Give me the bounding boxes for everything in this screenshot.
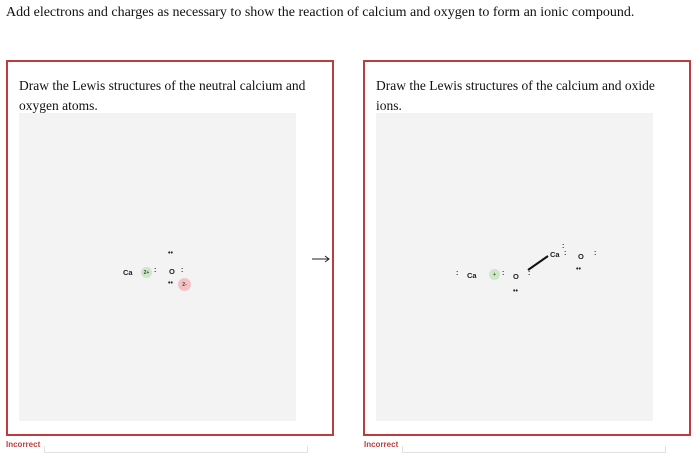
left-status-incorrect: Incorrect: [6, 440, 41, 449]
electron-pair-left[interactable]: :: [154, 267, 157, 274]
bond-line[interactable]: [527, 255, 549, 271]
right-status-line: [402, 446, 666, 453]
ions-instruction: Draw the Lewis structures of the calcium and oxide ions.: [376, 78, 655, 113]
ca-electron-pair-left[interactable]: :: [456, 270, 459, 277]
calcium-ion-charge-badge[interactable]: +: [489, 269, 500, 280]
calcium-ion-symbol-1[interactable]: Ca: [467, 271, 477, 280]
oxide2-electron-pair-bottom[interactable]: ••: [576, 266, 581, 273]
calcium-atom-symbol[interactable]: Ca: [123, 268, 133, 277]
ca2-electron-pair-top[interactable]: :: [562, 243, 565, 250]
reaction-arrow-icon: [311, 255, 331, 263]
left-status-line: [44, 446, 308, 453]
oxide-ion-symbol-1[interactable]: O: [513, 272, 519, 281]
ions-panel: [363, 60, 691, 436]
right-status-incorrect: Incorrect: [364, 440, 399, 449]
oxide-electron-pair-left[interactable]: :: [502, 270, 505, 277]
electron-pair-right[interactable]: :: [181, 267, 184, 274]
neutral-atoms-instruction: Draw the Lewis structures of the neutral calcium and oxygen atoms.: [19, 78, 306, 113]
calcium-charge-badge[interactable]: 2+: [141, 267, 152, 278]
calcium-ion-symbol-2[interactable]: Ca: [550, 250, 560, 259]
question-prompt: Add electrons and charges as necessary to show the reaction of calcium and oxygen to form an ionic compound.: [6, 5, 635, 20]
neutral-atoms-panel: [6, 60, 334, 436]
oxide-electron-pair-bottom[interactable]: ••: [513, 288, 518, 295]
oxide-ion-symbol-2[interactable]: O: [578, 252, 584, 261]
oxide2-electron-pair-right[interactable]: :: [594, 250, 597, 257]
electron-pair-top[interactable]: ••: [168, 250, 173, 257]
ca2-electron-pair-right[interactable]: :: [564, 250, 567, 257]
ions-drawing-canvas[interactable]: [376, 113, 653, 421]
electron-pair-bottom[interactable]: ••: [168, 280, 173, 287]
oxygen-charge-badge[interactable]: 2-: [178, 278, 191, 291]
oxide-electron-pair-right[interactable]: :: [528, 270, 531, 277]
neutral-atoms-drawing-canvas[interactable]: [19, 113, 296, 421]
oxygen-atom-symbol[interactable]: O: [169, 267, 175, 276]
